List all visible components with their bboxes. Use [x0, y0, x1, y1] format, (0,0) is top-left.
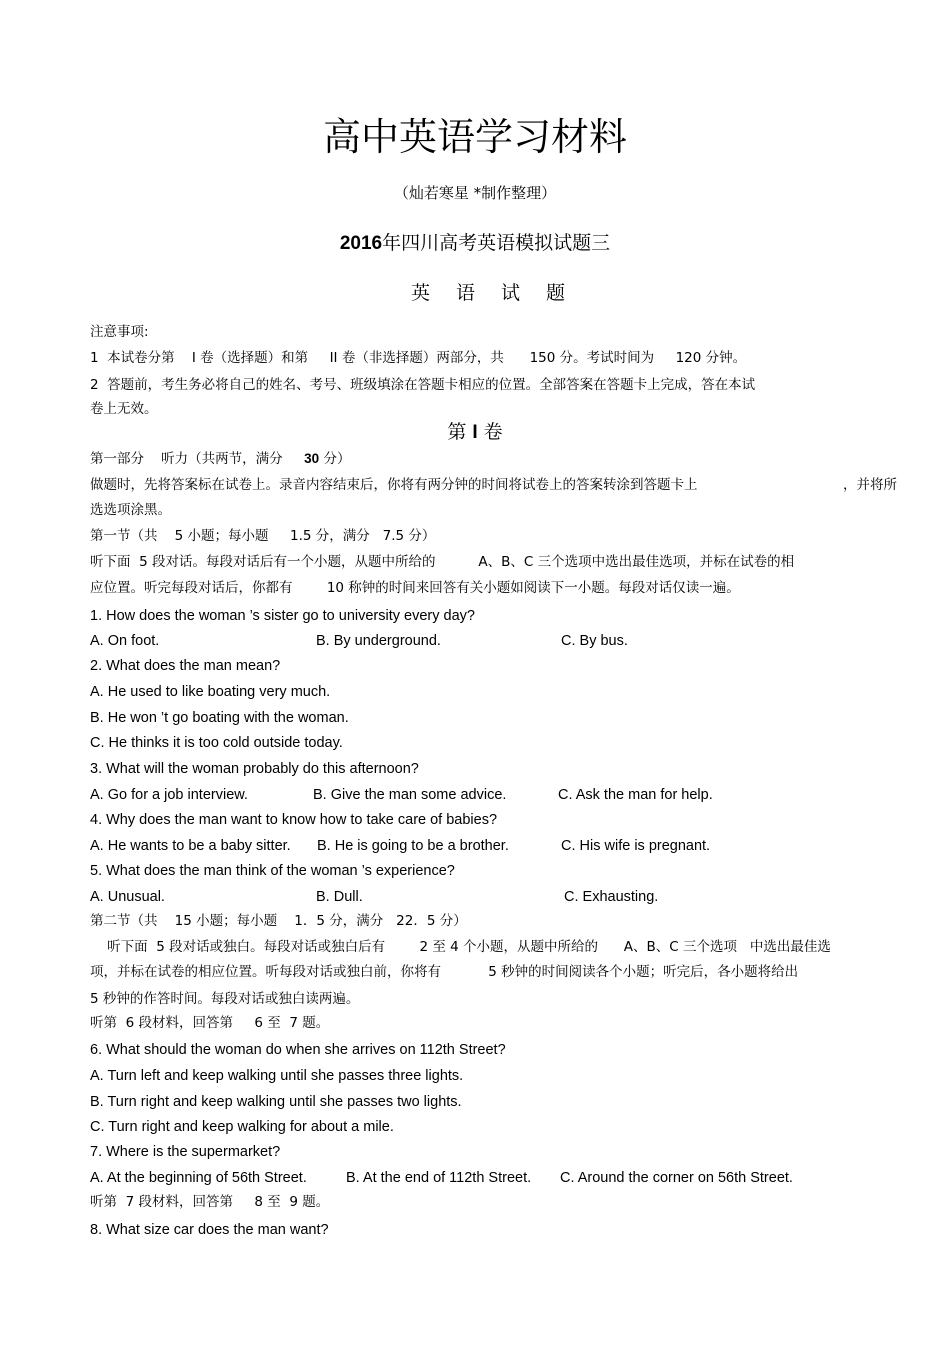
question-2-option-a: A. He used to like boating very much.	[90, 684, 331, 700]
question-1-stem: 1. How does the woman ’s sister go to university every day?	[90, 608, 475, 624]
section-2-heading: 第二节（共 15 小题；每小题 1．5 分，满分 22．5 分）	[90, 913, 467, 929]
part-1-instr-line-2: 选选项涂黑。	[90, 502, 171, 518]
question-4-option-c: C. His wife is pregnant.	[561, 838, 711, 854]
question-3-option-b: B. Give the man some advice.	[313, 787, 507, 803]
volume-pre: 第	[447, 421, 473, 443]
question-5-option-a: A. Unusual.	[90, 889, 165, 905]
notes-heading: 注意事项:	[90, 324, 149, 340]
question-1-option-a: A. On foot.	[90, 633, 160, 649]
notes-item-1: 1 本试卷分第 I 卷（选择题）和第 II 卷（非选择题）两部分，共 150 分。考试时间为 120 分钟。	[90, 350, 747, 366]
exam-year: 2016	[339, 233, 383, 254]
notes-item-2-line-2: 卷上无效。	[90, 401, 158, 417]
question-4-stem: 4. Why does the man want to know how to take care of babies?	[90, 812, 498, 828]
question-3-option-c: C. Ask the man for help.	[558, 787, 713, 803]
question-2-option-b: B. He won ’t go boating with the woman.	[90, 710, 349, 726]
question-8-stem: 8. What size car does the man want?	[90, 1222, 329, 1238]
part-1-score: 30	[304, 451, 320, 466]
question-1-option-c: C. By bus.	[561, 633, 628, 649]
question-5-option-c: C. Exhausting.	[564, 889, 659, 905]
question-5-option-b: B. Dull.	[316, 889, 363, 905]
question-3-stem: 3. What will the woman probably do this afternoon?	[90, 761, 419, 777]
question-7-option-c: C. Around the corner on 56th Street.	[560, 1170, 793, 1186]
part-1-instr-line-1a: 做题时，先将答案标在试卷上。录音内容结束后，你将有两分钟的时间将试卷上的答案转涂到答题卡上	[90, 477, 698, 493]
exam-title	[0, 231, 950, 256]
subject-title: 英语试题	[410, 282, 591, 304]
section-2-instr-line-1: 听下面 5 段对话或独白。每段对话或独白后有 2 至 4 个小题，从题中所给的 A、B、C 三个选项 中选出最佳选	[90, 939, 831, 955]
question-4-option-a: A. He wants to be a baby sitter.	[90, 838, 291, 854]
question-3-option-a: A. Go for a job interview.	[90, 787, 248, 803]
question-6-stem: 6. What should the woman do when she arrives on 112th Street?	[90, 1042, 506, 1058]
volume-post: 卷	[477, 421, 503, 443]
part-1-heading	[90, 450, 350, 468]
main-title: 高中英语学习材料	[322, 115, 627, 159]
subtitle: （灿若寒星 *制作整理）	[393, 184, 557, 202]
material-7-intro: 听第 7 段材料，回答第 8 至 9 题。	[90, 1194, 330, 1210]
section-2-instr-line-3: 5 秒钟的作答时间。每段对话或独白读两遍。	[90, 991, 360, 1007]
section-1-heading: 第一节（共 5 小题；每小题 1.5 分，满分 7.5 分）	[90, 528, 436, 544]
question-6-option-b: B. Turn right and keep walking until she passes two lights.	[90, 1094, 462, 1110]
part-1-instr-line-1b: ，并将所	[843, 477, 897, 493]
part-1-heading-post: 分）	[319, 451, 351, 467]
material-6-intro: 听第 6 段材料，回答第 6 至 7 题。	[90, 1015, 330, 1031]
question-5-stem: 5. What does the man think of the woman ’s experience?	[90, 863, 455, 879]
question-2-option-c: C. He thinks it is too cold outside today.	[90, 735, 343, 751]
question-2-stem: 2. What does the man mean?	[90, 658, 281, 674]
part-1-heading-pre: 第一部分 听力（共两节，满分	[90, 451, 305, 467]
section-2-instr-line-2: 项，并标在试卷的相应位置。听每段对话或独白前，你将有 5 秒钟的时间阅读各个小题；听完后，各小题将给出	[90, 964, 799, 980]
question-6-option-a: A. Turn left and keep walking until she passes three lights.	[90, 1068, 464, 1084]
notes-item-2-line-1: 2 答题前，考生务必将自己的姓名、考号、班级填涂在答题卡相应的位置。全部答案在答题卡上完成，答在本试	[90, 377, 756, 393]
section-1-instr-line-2: 应位置。听完每段对话后，你都有 10 称钟的时间来回答有关小题如阅读下一小题。每段对话仅读一遍。	[90, 580, 740, 596]
question-7-stem: 7. Where is the supermarket?	[90, 1144, 281, 1160]
question-7-option-b: B. At the end of 112th Street.	[346, 1170, 532, 1186]
volume-1-title	[0, 420, 950, 445]
exam-title-text: 年四川高考英语模拟试题三	[382, 232, 611, 254]
question-1-option-b: B. By underground.	[316, 633, 441, 649]
question-4-option-b: B. He is going to be a brother.	[317, 838, 509, 854]
question-6-option-c: C. Turn right and keep walking for about a mile.	[90, 1119, 394, 1135]
section-1-instr-line-1: 听下面 5 段对话。每段对话后有一个小题，从题中所给的 A、B、C 三个选项中选出最佳选项，并标在试卷的相	[90, 554, 795, 570]
question-7-option-a: A. At the beginning of 56th Street.	[90, 1170, 307, 1186]
volume-number: I	[472, 422, 478, 443]
